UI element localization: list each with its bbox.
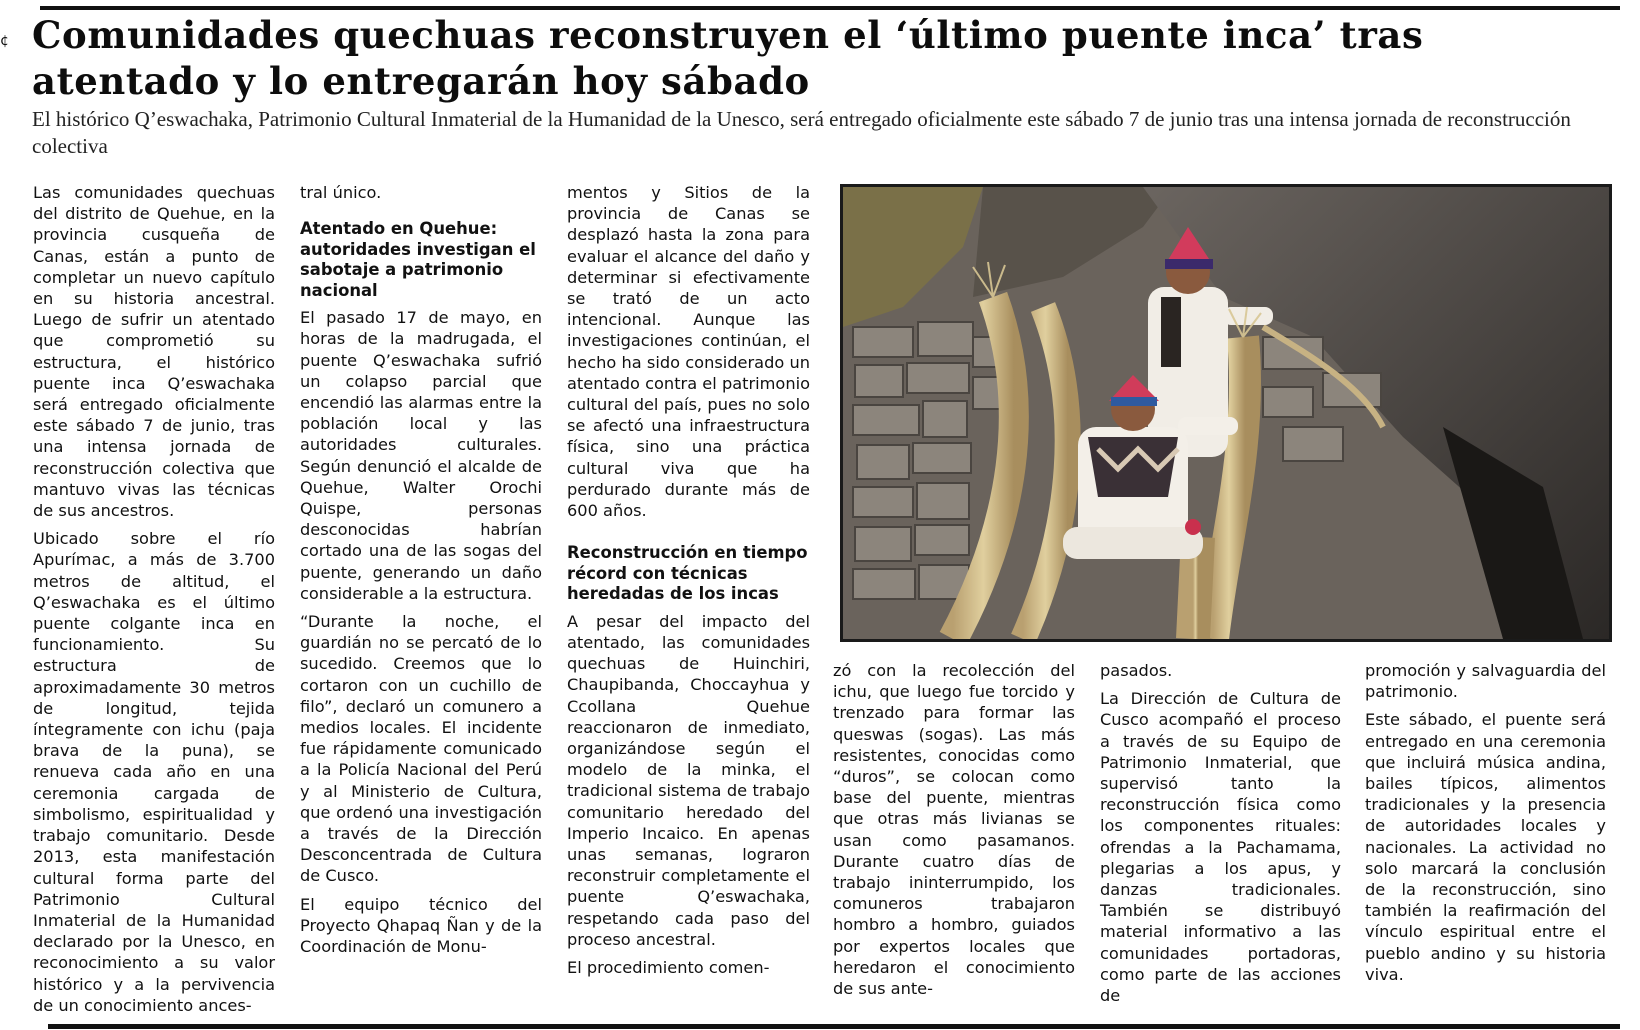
article-column-3 <box>567 182 810 985</box>
paragraph: Este sábado, el puente será entregado en una ceremonia que incluirá música andina, bailes típicos, alimentos tradicionales y la presencia de autoridades locales y nacionales. La actividad no solo marcará la conclusión de la reconstrucción, sino también la reafirmación del vínculo espiritual entre el pueblo andino y su historia viva. <box>1365 710 1606 984</box>
paragraph: “Durante la noche, el guardián no se percató de lo sucedido. Creemos que lo cortaron con un cuchillo de filo”, declaró un comunero a medios locales. El incidente fue rápidamente comunicado a la Policía Nacional del Perú y al Ministerio de Cultura, que ordenó una investigación a través de la Dirección Desconcentrada de Cultura de Cusco. <box>300 612 542 886</box>
paragraph: El equipo técnico del Proyecto Qhapaq Ñan y de la Coordinación de Monu- <box>300 894 542 957</box>
article-column-4 <box>833 660 1075 1006</box>
paragraph-continuation: zó con la recolección del ichu, que luego fue torcido y trenzado para formar las queswas (sogas). Las más resistentes, conocidas como “duros”, se colocan como base del puente, mientras que otras más livianas se usan como pasamanos. Durante cuatro días de trabajo ininterrumpido, los comuneros trabajaron hombro a hombro, guiados por expertos locales que heredaron el conocimiento de sus ante- <box>833 661 1075 999</box>
paragraph-continuation: pasados. <box>1100 661 1173 680</box>
top-rule <box>40 6 1620 10</box>
paragraph-continuation: tral único. <box>300 183 382 202</box>
article-column-5 <box>1100 660 1341 1013</box>
paragraph: A pesar del impacto del atentado, las comunidades quechuas de Huinchiri, Chaupibanda, Choccayhua y Ccollana Quehue reaccionaron de inmediato, organizándose según el modelo de la minka, el tradicional sistema de trabajo comunitario heredado del Imperio Incaico. En apenas unas semanas, lograron reconstruir completamente el puente Q’eswachaka, respetando cada paso del proceso ancestral. <box>567 611 810 949</box>
paragraph: Las comunidades quechuas del distrito de Quehue, en la provincia cusqueña de Canas, están a punto de completar un nuevo capítulo en su historia ancestral. Luego de sufrir un atentado que comprometió su estructura, el histórico puente inca Q’eswachaka será entregado oficialmente este sábado 7 de junio, tras una intensa jornada de reconstrucción colectiva que mantuvo vivas las técnicas de sus ancestros. <box>33 183 275 521</box>
headline: Comunidades quechuas reconstruyen el ‘último puente inca’ tras atentado y lo entregarán hoy sábado <box>32 13 1424 103</box>
article-photo <box>840 184 1612 642</box>
section-heading: Atentado en Quehue: autoridades investigan el sabotaje a patrimonio nacional <box>300 219 536 300</box>
paragraph: El procedimiento comen- <box>567 958 770 977</box>
article-column-2 <box>300 182 542 964</box>
paragraph: La Dirección de Cultura de Cusco acompañó el proceso a través de su Equipo de Patrimonio Inmaterial, que supervisó tanto la reconstrucción física como los componentes rituales: ofrendas a la Pachamama, plegarias a los apus, y danzas tradicionales. También se distribuyó material informativo a las comunidades portadoras, como parte de las acciones de <box>1100 689 1341 1006</box>
article-column-1 <box>33 182 275 1023</box>
page-edge-mark: ¢ <box>0 33 9 49</box>
article-column-6 <box>1365 660 1606 992</box>
paragraph: El pasado 17 de mayo, en horas de la madrugada, el puente Q’eswachaka sufrió un colapso parcial que encendió las alarmas entre la población local y las autoridades culturales. Según denunció el alcalde de Quehue, Walter Orochi Quispe, personas desconocidas habrían cortado una de las sogas del puente, generando un daño considerable a la estructura. <box>300 308 542 603</box>
paragraph: Ubicado sobre el río Apurímac, a más de 3.700 metros de altitud, el Q’eswachaka es el último puente colgante inca en funcionamiento. Su estructura de aproximadamente 30 metros de longitud, tejida íntegramente con ichu (paja brava de la puna), se renueva cada año en una ceremonia cargada de simbolismo, espiritualidad y trabajo comunitario. Desde 2013, esta manifestación cultural forma parte del Patrimonio Cultural Inmaterial de la Humanidad declarado por la Unesco, en reconocimiento a su valor histórico y a la pervivencia de un conocimiento ances- <box>33 529 275 1015</box>
deck-subtitle: El histórico Q’eswachaka, Patrimonio Cultural Inmaterial de la Humanidad de la Unesco, será entregado oficialmente este sábado 7 de junio tras una intensa jornada de reconstrucción colectiva <box>32 107 1571 158</box>
section-heading: Reconstrucción en tiempo récord con técnicas heredadas de los incas <box>567 543 808 604</box>
bottom-rule <box>48 1024 1620 1029</box>
paragraph-continuation: promoción y salvaguardia del patrimonio. <box>1365 661 1606 702</box>
bridge-weavers-photo-icon <box>843 187 1609 639</box>
paragraph-continuation: mentos y Sitios de la provincia de Canas se desplazó hasta la zona para evaluar el alcance del daño y determinar si efectivamente se trató de un acto intencional. Aunque las investigaciones continúan, el hecho ha sido considerado un atentado contra el patrimonio cultural del país, pues no solo se afectó una infraestructura física, sino una práctica cultural viva que ha perdurado durante más de 600 años. <box>567 183 810 521</box>
